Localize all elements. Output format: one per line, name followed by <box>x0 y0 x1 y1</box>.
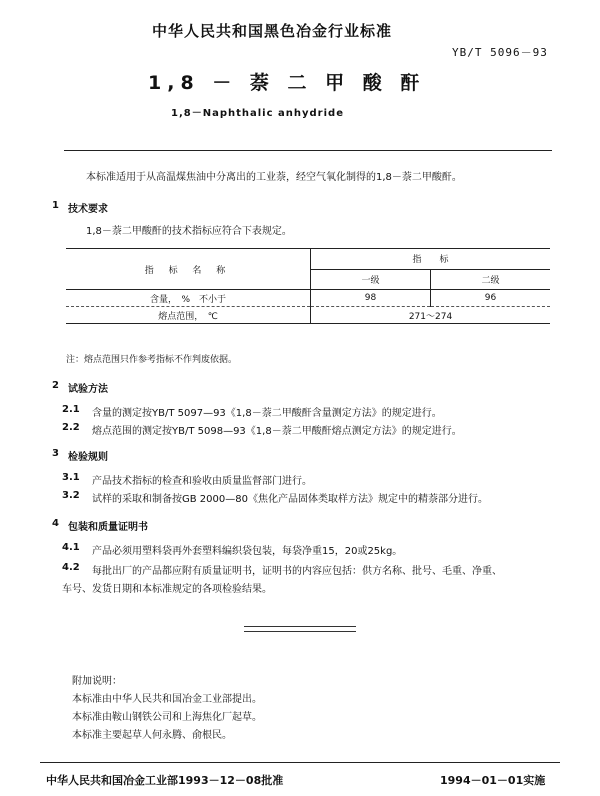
item-4-2-number: 4.2 <box>62 562 80 573</box>
table-header-indicator: 指 标 <box>311 249 551 270</box>
intro-paragraph: 本标准适用于从高温煤焦油中分离出的工业萘，经空气氧化制得的1,8－萘二甲酸酐。 <box>86 172 462 183</box>
section-3-title: 检验规则 <box>68 452 108 463</box>
row-content-grade2: 96 <box>431 290 551 307</box>
appendix-line: 本标准由中华人民共和国冶金工业部提出。 <box>72 694 262 705</box>
appendix-line: 本标准主要起草人何永腾、俞根民。 <box>72 730 232 741</box>
section-1-text: 1,8－萘二甲酸酐的技术指标应符合下表规定。 <box>86 226 292 237</box>
section-2-number: 2 <box>52 380 59 391</box>
row-melting-name: 熔点范围， ℃ <box>66 307 311 324</box>
end-divider <box>244 631 356 632</box>
item-3-1-text: 产品技术指标的检查和验收由质量监督部门进行。 <box>92 476 312 487</box>
section-4-number: 4 <box>52 518 59 529</box>
row-melting-value: 271～274 <box>311 307 551 324</box>
document-subtitle: 1,8－Naphthalic anhydride <box>171 108 344 119</box>
section-4-title: 包装和质量证明书 <box>68 522 148 533</box>
org-title: 中华人民共和国黑色冶金行业标准 <box>152 22 393 40</box>
table-row <box>66 307 550 324</box>
appendix-title: 附加说明： <box>72 676 122 687</box>
section-2-title: 试验方法 <box>68 384 108 395</box>
table-header-name: 指 标 名 称 <box>66 249 311 290</box>
appendix-line: 本标准由鞍山钢铁公司和上海焦化厂起草。 <box>72 712 262 723</box>
item-3-2-number: 3.2 <box>62 490 80 501</box>
standard-number: YB/T 5096－93 <box>452 46 548 59</box>
table-header-grade1: 一级 <box>311 269 431 290</box>
table-header-grade2: 二级 <box>431 269 551 290</box>
item-4-2-continuation: 车号、发货日期和本标准规定的各项检验结果。 <box>62 584 272 595</box>
effective-date: 1994－01－01实施 <box>440 774 546 787</box>
spec-table <box>66 248 550 324</box>
section-1-number: 1 <box>52 200 59 211</box>
table-row <box>66 290 550 307</box>
document-title: 1,8 － 萘 二 甲 酸 酐 <box>148 72 426 94</box>
item-2-1-text: 含量的测定按YB/T 5097—93《1,8－萘二甲酸酐含量测定方法》的规定进行。 <box>92 408 442 419</box>
item-4-1-text: 产品必须用塑料袋再外套塑料编织袋包装，每袋净重15，20或25kg。 <box>92 546 403 557</box>
header-divider <box>64 150 552 151</box>
row-content-name: 含量， % 不小于 <box>66 290 311 307</box>
item-3-1-number: 3.1 <box>62 472 80 483</box>
section-1-title: 技术要求 <box>68 204 108 215</box>
item-2-2-number: 2.2 <box>62 422 80 433</box>
footer-divider <box>40 762 560 763</box>
approval-line: 中华人民共和国冶金工业部1993－12－08批准 <box>46 774 284 787</box>
item-2-2-text: 熔点范围的测定按YB/T 5098—93《1,8－萘二甲酸酐熔点测定方法》的规定进行。 <box>92 426 462 437</box>
item-3-2-text: 试样的采取和制备按GB 2000—80《焦化产品固体类取样方法》规定中的精萘部分进行。 <box>92 494 488 505</box>
section-3-number: 3 <box>52 448 59 459</box>
item-2-1-number: 2.1 <box>62 404 80 415</box>
end-divider <box>244 626 356 627</box>
item-4-1-number: 4.1 <box>62 542 80 553</box>
row-content-grade1: 98 <box>311 290 431 307</box>
item-4-2-text: 每批出厂的产品都应附有质量证明书，证明书的内容应包括：供方名称、批号、毛重、净重、 <box>92 566 502 577</box>
table-note: 注：熔点范围只作参考指标不作判废依据。 <box>66 355 238 365</box>
